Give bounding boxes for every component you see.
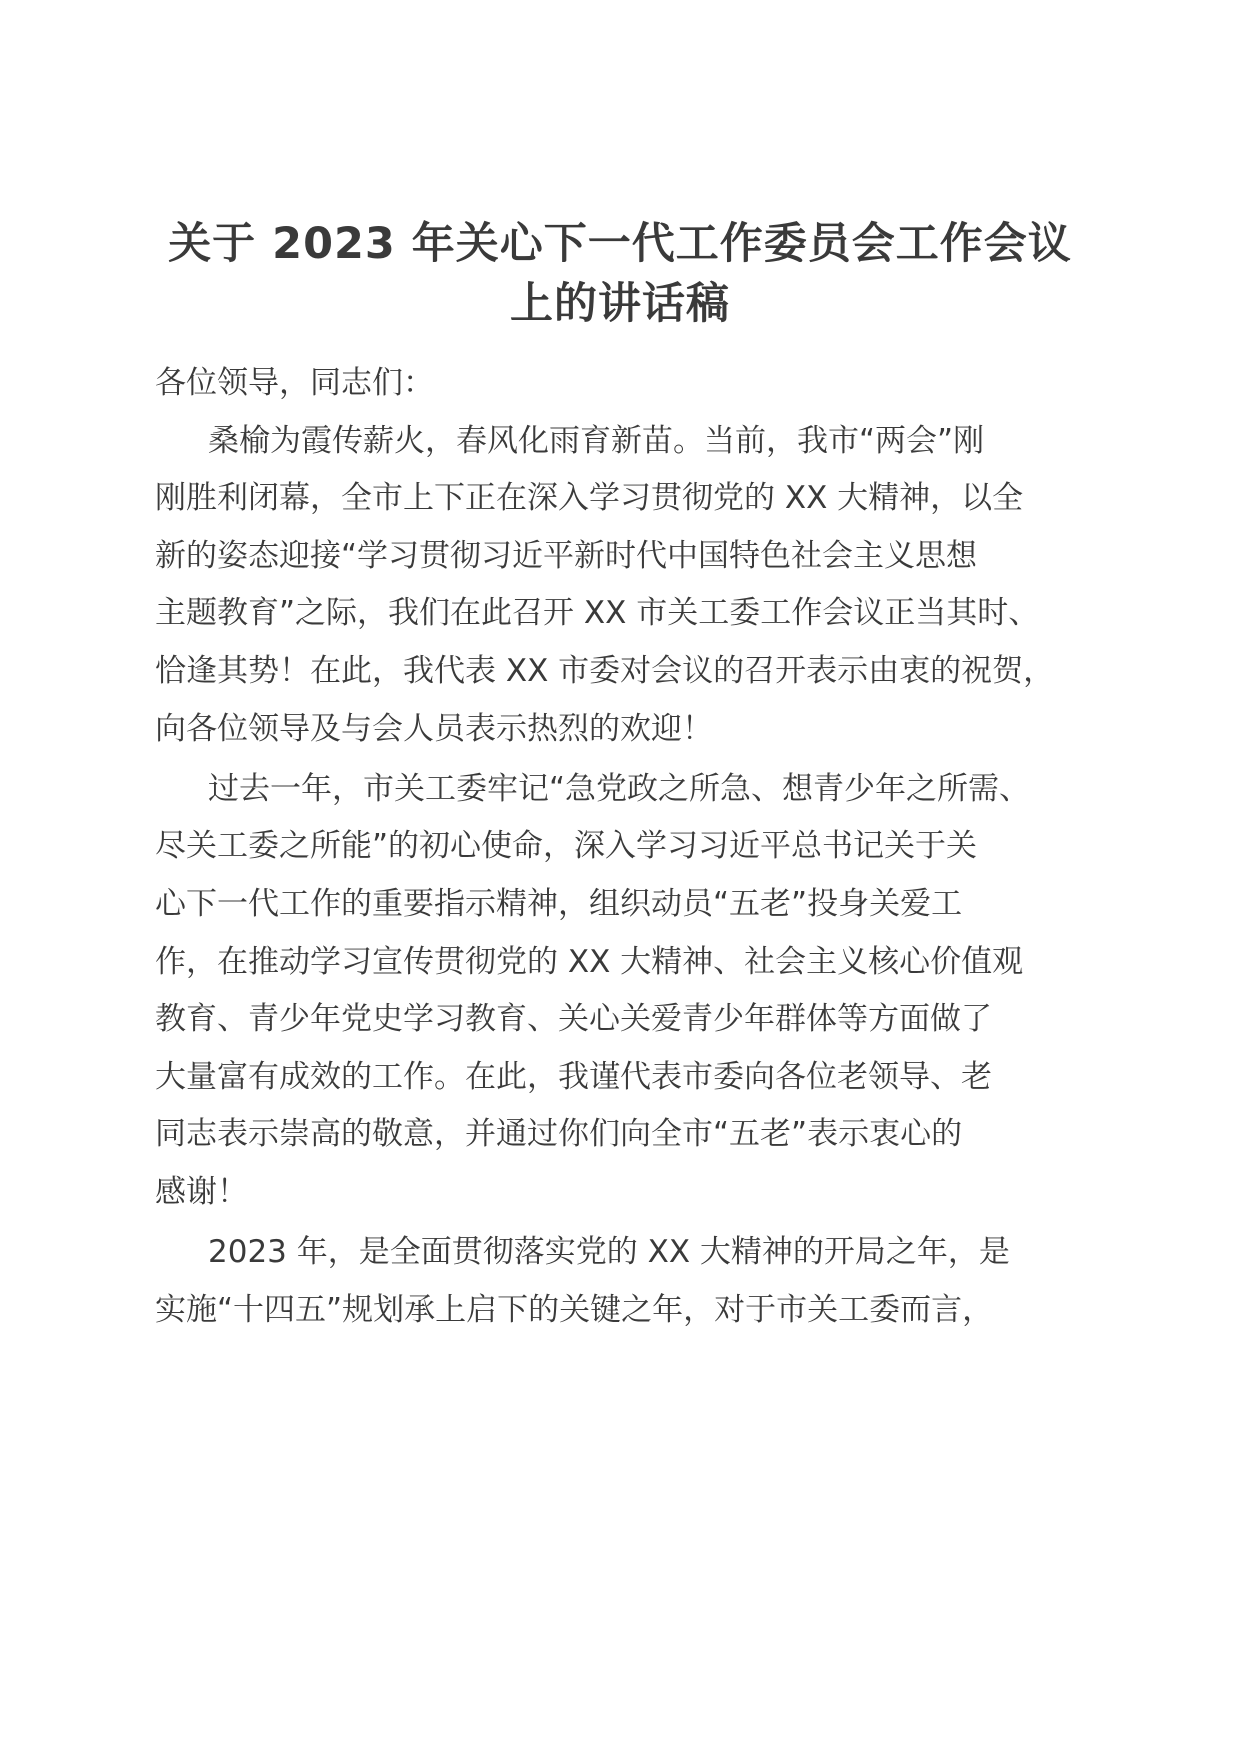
- paragraph-2-line-8: 感谢！: [155, 1174, 248, 1210]
- paragraph-2-line-7: 同志表示崇高的敬意，并通过你们向全市“五老”表示衷心的: [155, 1116, 963, 1152]
- paragraph-1-line-5: 恰逢其势！在此，我代表 XX 市委对会议的召开表示由衷的祝贺，: [155, 653, 1055, 689]
- paragraph-1-line-4: 主题教育”之际，我们在此召开 XX 市关工委工作会议正当其时、: [155, 595, 1040, 631]
- document-title-line-1: 关于 2023 年关心下一代工作委员会工作会议: [168, 219, 1072, 269]
- paragraph-2-line-5: 教育、青少年党史学习教育、关心关爱青少年群体等方面做了: [155, 1001, 992, 1037]
- paragraph-3-line-1: 2023 年，是全面贯彻落实党的 XX 大精神的开局之年，是: [208, 1234, 1010, 1270]
- paragraph-1-line-2: 刚胜利闭幕，全市上下正在深入学习贯彻党的 XX 大精神，以全: [155, 480, 1024, 516]
- paragraph-3-line-2: 实施“十四五”规划承上启下的关键之年，对于市关工委而言，: [155, 1292, 994, 1328]
- document-title-line-2: 上的讲话稿: [510, 279, 730, 329]
- paragraph-2-line-3: 心下一代工作的重要指示精神，组织动员“五老”投身关爱工: [155, 886, 963, 922]
- paragraph-2-line-6: 大量富有成效的工作。在此，我谨代表市委向各位老领导、老: [155, 1059, 992, 1095]
- salutation: 各位领导，同志们：: [155, 365, 434, 401]
- paragraph-2-line-2: 尽关工委之所能”的初心使命，深入学习习近平总书记关于关: [155, 828, 978, 864]
- paragraph-1-line-3: 新的姿态迎接“学习贯彻习近平新时代中国特色社会主义思想: [155, 538, 978, 574]
- paragraph-2-line-1: 过去一年，市关工委牢记“急党政之所急、想青少年之所需、: [208, 771, 1031, 807]
- paragraph-2-line-4: 作，在推动学习宣传贯彻党的 XX 大精神、社会主义核心价值观: [155, 944, 1024, 980]
- paragraph-1-line-1: 桑榆为霞传薪火，春风化雨育新苗。当前，我市“两会”刚: [208, 423, 985, 459]
- paragraph-1-line-6: 向各位领导及与会人员表示热烈的欢迎！: [155, 711, 713, 747]
